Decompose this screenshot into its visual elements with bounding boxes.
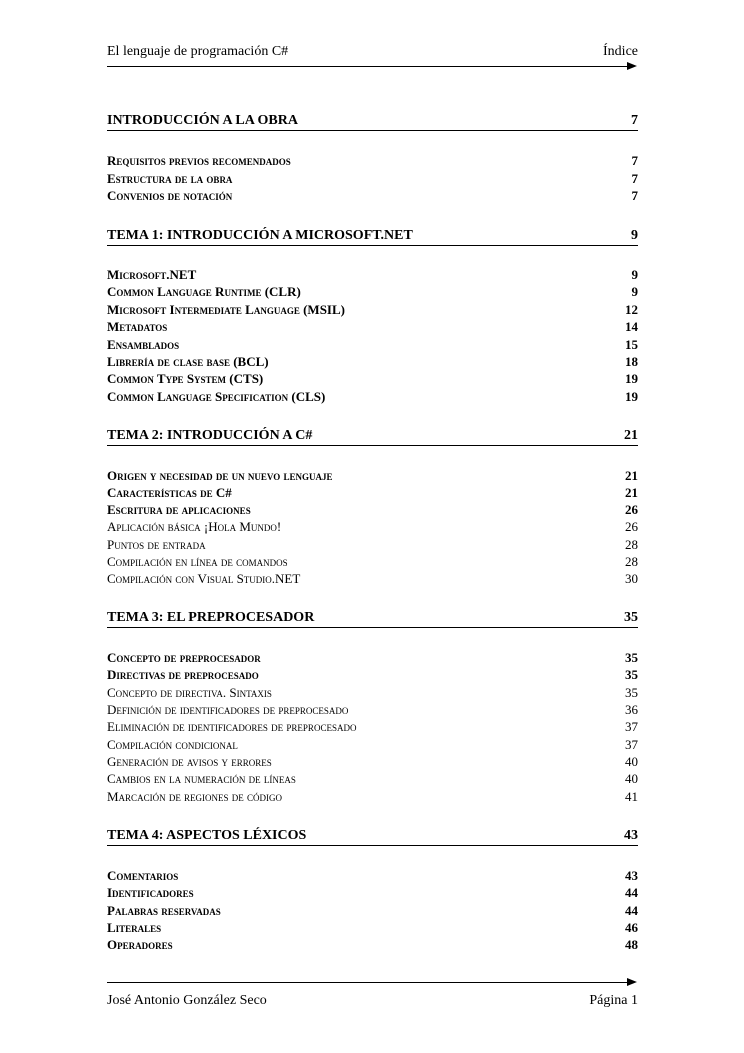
- toc-entry-title: Common Language Specification (CLS): [107, 389, 326, 404]
- toc-entry-page: 9: [631, 228, 638, 243]
- toc-subsection[interactable]: [107, 788, 638, 806]
- toc-entry-page: 7: [631, 188, 638, 203]
- toc-entry-title: TEMA 3: EL PREPROCESADOR: [107, 610, 315, 625]
- toc-entry-page: 35: [624, 610, 638, 625]
- toc-entry-page: 35: [625, 667, 638, 682]
- toc-entry-page: 19: [625, 389, 638, 404]
- toc-subsection[interactable]: [107, 553, 638, 571]
- toc-subsection[interactable]: [107, 701, 638, 719]
- toc-entry-title: Concepto de directiva. Sintaxis: [107, 685, 272, 700]
- toc-entry-title: Directivas de preprocesado: [107, 667, 259, 682]
- toc-entry-page: 41: [625, 789, 638, 804]
- toc-section[interactable]: [107, 666, 638, 684]
- toc-entry-title: Requisitos previos recomendados: [107, 153, 291, 168]
- page-footer: [107, 993, 638, 1011]
- toc-entry-title: Marcación de regiones de código: [107, 789, 283, 804]
- toc-entry-title: Microsoft.NET: [107, 267, 197, 282]
- toc-section[interactable]: [107, 353, 638, 371]
- toc-entry-page: 46: [625, 920, 638, 935]
- toc-entry-title: Ensamblados: [107, 337, 180, 352]
- toc-entry-page: 26: [625, 502, 638, 517]
- footer-author: José Antonio González Seco: [107, 993, 267, 1008]
- toc-chapter[interactable]: [107, 227, 638, 246]
- header-title: El lenguaje de programación C#: [107, 44, 289, 59]
- toc-entry-title: Estructura de la obra: [107, 171, 233, 186]
- toc-section[interactable]: [107, 152, 638, 170]
- toc-entry-page: 44: [625, 885, 638, 900]
- toc-section[interactable]: [107, 484, 638, 502]
- toc-subsection[interactable]: [107, 753, 638, 771]
- toc-entry-page: 19: [625, 371, 638, 386]
- toc-chapter[interactable]: [107, 427, 638, 446]
- toc-chapter[interactable]: [107, 112, 638, 131]
- toc-section[interactable]: [107, 170, 638, 188]
- toc-entry-page: 40: [625, 771, 638, 786]
- toc-entry-title: Compilación con Visual Studio.NET: [107, 571, 301, 586]
- header-arrow-icon: [627, 62, 637, 70]
- toc-section[interactable]: [107, 902, 638, 920]
- toc-entry-page: 9: [631, 284, 638, 299]
- toc-entry-title: TEMA 1: INTRODUCCIÓN A MICROSOFT.NET: [107, 228, 413, 243]
- toc-section[interactable]: [107, 318, 638, 336]
- toc-subsection[interactable]: [107, 736, 638, 754]
- header-rule: [107, 66, 627, 67]
- toc-entry-title: Compilación condicional: [107, 737, 238, 752]
- toc-entry-title: Metadatos: [107, 319, 168, 334]
- toc-entry-page: 15: [625, 337, 638, 352]
- toc-entry-title: Definición de identificadores de preprocesado: [107, 702, 349, 717]
- toc-entry-page: 35: [625, 650, 638, 665]
- toc-entry-page: 28: [625, 537, 638, 552]
- toc-subsection[interactable]: [107, 770, 638, 788]
- toc-entry-title: INTRODUCCIÓN A LA OBRA: [107, 113, 298, 128]
- toc-entry-page: 35: [625, 685, 638, 700]
- toc-section[interactable]: [107, 370, 638, 388]
- toc-entry-title: Microsoft Intermediate Language (MSIL): [107, 302, 345, 317]
- toc-entry-page: 37: [625, 719, 638, 734]
- toc-section[interactable]: [107, 467, 638, 485]
- toc-entry-title: Cambios en la numeración de líneas: [107, 771, 296, 786]
- toc-section[interactable]: [107, 649, 638, 667]
- toc-entry-page: 43: [624, 828, 638, 843]
- toc-entry-page: 7: [631, 113, 638, 128]
- toc-chapter[interactable]: [107, 827, 638, 846]
- toc-subsection[interactable]: [107, 570, 638, 588]
- toc-entry-page: 7: [631, 153, 638, 168]
- toc-section[interactable]: [107, 388, 638, 406]
- toc-entry-title: Palabras reservadas: [107, 903, 221, 918]
- toc-section[interactable]: [107, 187, 638, 205]
- toc-entry-page: 14: [625, 319, 638, 334]
- toc-entry-page: 43: [625, 868, 638, 883]
- toc-entry-page: 40: [625, 754, 638, 769]
- toc-entry-title: Origen y necesidad de un nuevo lenguaje: [107, 468, 333, 483]
- footer-rule: [107, 982, 627, 983]
- toc-entry-title: Aplicación básica ¡Hola Mundo!: [107, 519, 282, 534]
- toc-entry-page: 28: [625, 554, 638, 569]
- toc-entry-title: Compilación en línea de comandos: [107, 554, 288, 569]
- toc-entry-page: 44: [625, 903, 638, 918]
- toc-section[interactable]: [107, 867, 638, 885]
- toc-section[interactable]: [107, 283, 638, 301]
- toc-subsection[interactable]: [107, 684, 638, 702]
- toc-entry-title: Operadores: [107, 937, 173, 952]
- header-section: Índice: [603, 44, 638, 59]
- toc-entry-page: 9: [631, 267, 638, 282]
- toc-entry-title: Puntos de entrada: [107, 537, 206, 552]
- toc-entry-title: Librería de clase base (BCL): [107, 354, 269, 369]
- toc-entry-title: Common Type System (CTS): [107, 371, 264, 386]
- toc-entry-page: 21: [625, 485, 638, 500]
- toc-section[interactable]: [107, 336, 638, 354]
- toc-entry-title: TEMA 2: INTRODUCCIÓN A C#: [107, 428, 313, 443]
- toc-entry-page: 18: [625, 354, 638, 369]
- toc-entry-page: 12: [625, 302, 638, 317]
- toc-entry-page: 30: [625, 571, 638, 586]
- toc-chapter[interactable]: [107, 609, 638, 628]
- toc-entry-title: Generación de avisos y errores: [107, 754, 272, 769]
- toc-section[interactable]: [107, 919, 638, 937]
- toc-entry-title: Concepto de preprocesador: [107, 650, 261, 665]
- toc-entry-page: 21: [624, 428, 638, 443]
- toc-entry-page: 7: [631, 171, 638, 186]
- toc-entry-page: 26: [625, 519, 638, 534]
- toc-entry-title: Convenios de notación: [107, 188, 233, 203]
- toc-subsection[interactable]: [107, 718, 638, 736]
- toc-entry-title: TEMA 4: ASPECTOS LÉXICOS: [107, 828, 307, 843]
- page-header: [107, 44, 638, 62]
- toc-section[interactable]: [107, 501, 638, 519]
- toc-entry-title: Eliminación de identificadores de preprocesado: [107, 719, 357, 734]
- toc-subsection[interactable]: [107, 518, 638, 536]
- toc-entry-title: Common Language Runtime (CLR): [107, 284, 301, 299]
- toc-section[interactable]: [107, 301, 638, 319]
- toc-subsection[interactable]: [107, 536, 638, 554]
- toc-section[interactable]: [107, 266, 638, 284]
- toc-entry-title: Identificadores: [107, 885, 194, 900]
- footer-page-number: Página 1: [589, 993, 638, 1008]
- toc-entry-page: 37: [625, 737, 638, 752]
- toc-section[interactable]: [107, 936, 638, 954]
- footer-arrow-icon: [627, 978, 637, 986]
- toc-entry-title: Literales: [107, 920, 162, 935]
- toc-entry-page: 48: [625, 937, 638, 952]
- toc-entry-page: 36: [625, 702, 638, 717]
- toc-entry-title: Características de C#: [107, 485, 232, 500]
- toc-entry-title: Escritura de aplicaciones: [107, 502, 251, 517]
- toc-entry-title: Comentarios: [107, 868, 179, 883]
- toc-section[interactable]: [107, 884, 638, 902]
- toc-entry-page: 21: [625, 468, 638, 483]
